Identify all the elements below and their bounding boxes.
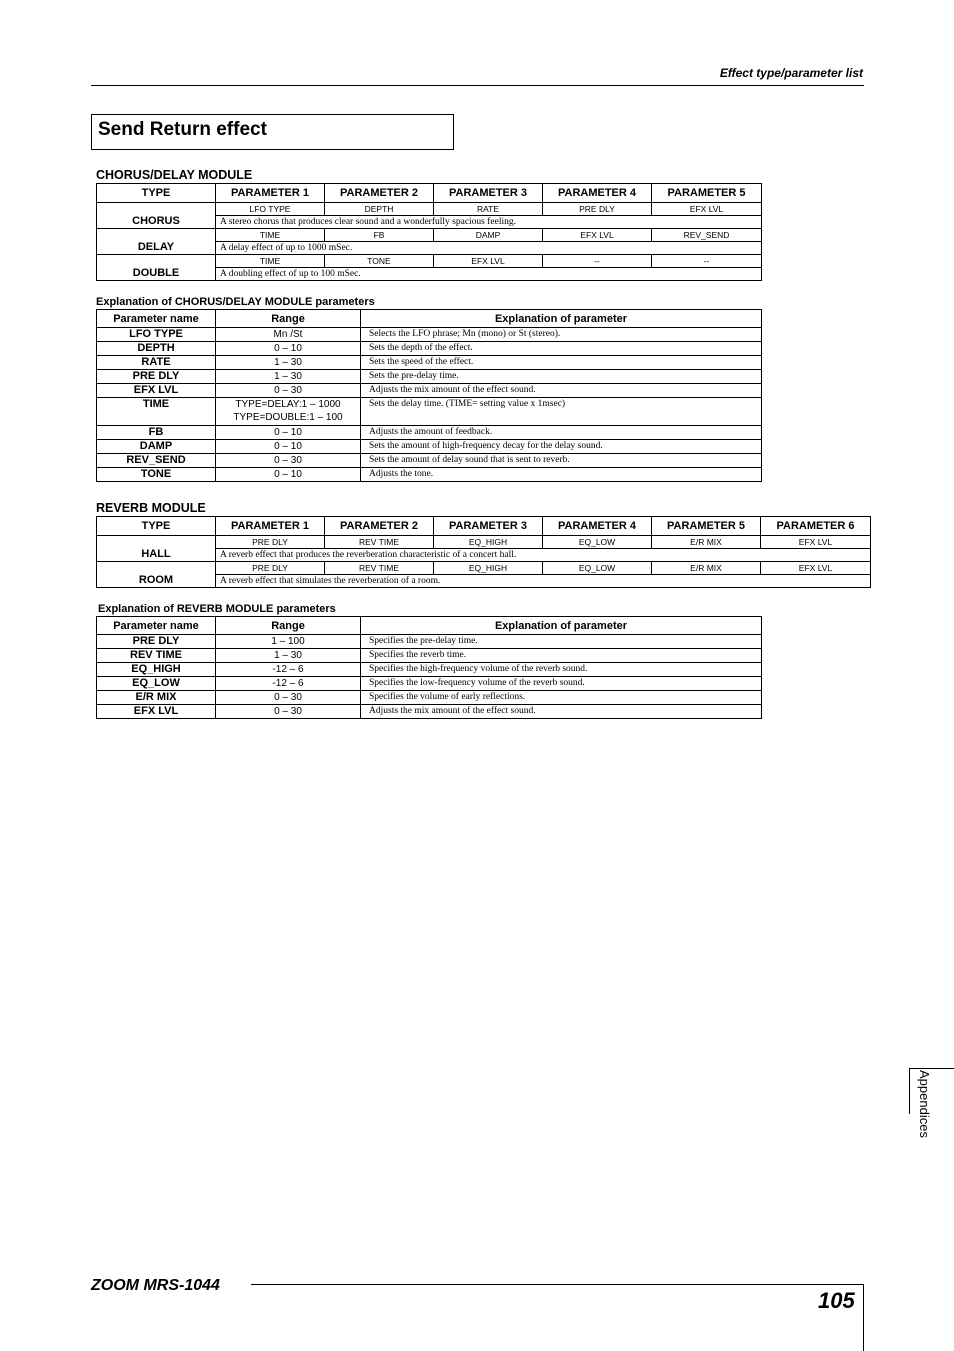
param-cell: PRE DLY (216, 562, 325, 575)
column-header: PARAMETER 1 (216, 184, 325, 203)
param-name: EQ_HIGH (97, 663, 216, 677)
column-header: Range (216, 617, 361, 635)
param-explanation: Selects the LFO phrase; Mn (mono) or St (stereo). (361, 328, 762, 342)
chorus-delay-expl-heading: Explanation of CHORUS/DELAY MODULE parameters (96, 296, 375, 308)
table-row (97, 203, 762, 216)
param-name: PRE DLY (97, 635, 216, 649)
param-cell: EFX LVL (434, 255, 543, 268)
range-line: TYPE=DOUBLE:1 – 100 (233, 412, 343, 423)
footer-brand: ZOOM MRS-1044 (91, 1277, 220, 1294)
table-row (97, 468, 762, 482)
param-range: 0 – 30 (216, 705, 361, 719)
column-header: PARAMETER 6 (761, 517, 871, 536)
table-header-row (97, 184, 762, 203)
reverb-table (96, 516, 871, 588)
param-explanation: Adjusts the tone. (361, 468, 762, 482)
param-explanation: Sets the amount of high-frequency decay for the delay sound. (361, 440, 762, 454)
chorus-delay-table (96, 183, 762, 281)
range-line: TYPE=DELAY:1 – 1000 (235, 399, 341, 410)
table-header-row (97, 517, 871, 536)
param-cell: EFX LVL (761, 536, 871, 549)
running-header: Effect type/parameter list (719, 66, 863, 80)
param-cell: REV_SEND (652, 229, 762, 242)
param-range: 1 – 30 (216, 370, 361, 384)
effect-description: A doubling effect of up to 100 mSec. (216, 268, 762, 281)
param-range: 0 – 30 (216, 691, 361, 705)
table-row (97, 370, 762, 384)
param-range: Mn /St (216, 328, 361, 342)
param-range: -12 – 6 (216, 663, 361, 677)
param-range: 0 – 10 (216, 468, 361, 482)
param-cell: EQ_LOW (543, 562, 652, 575)
param-cell: EQ_HIGH (434, 536, 543, 549)
table-header-row (97, 310, 762, 328)
param-cell: EQ_LOW (543, 536, 652, 549)
param-range: -12 – 6 (216, 677, 361, 691)
param-name: EFX LVL (97, 384, 216, 398)
table-row (97, 454, 762, 468)
param-range: 1 – 30 (216, 356, 361, 370)
effect-description: A stereo chorus that produces clear sound and a wonderfully spacious feeling. (216, 216, 762, 229)
param-cell: REV TIME (325, 562, 434, 575)
column-header: PARAMETER 5 (652, 517, 761, 536)
table-row (97, 663, 762, 677)
param-name: FB (97, 426, 216, 440)
param-explanation: Specifies the high-frequency volume of the reverb sound. (361, 663, 762, 677)
table-row (97, 691, 762, 705)
effect-description: A delay effect of up to 1000 mSec. (216, 242, 762, 255)
table-row (97, 649, 762, 663)
column-header: PARAMETER 1 (216, 517, 325, 536)
param-explanation: Adjusts the mix amount of the effect sound. (361, 705, 762, 719)
param-name: EFX LVL (97, 705, 216, 719)
effect-description: A reverb effect that simulates the reverberation of a room. (216, 575, 871, 588)
param-range: 0 – 10 (216, 426, 361, 440)
param-cell: EFX LVL (652, 203, 762, 216)
param-name: DEPTH (97, 342, 216, 356)
param-explanation: Specifies the volume of early reflections. (361, 691, 762, 705)
column-header: TYPE (97, 517, 216, 536)
effect-type: CHORUS (97, 203, 216, 229)
table-header-row (97, 617, 762, 635)
effect-description: A reverb effect that produces the reverberation characteristic of a concert hall. (216, 549, 871, 562)
chorus-delay-heading: CHORUS/DELAY MODULE (96, 168, 253, 182)
header-rule (91, 85, 864, 86)
table-row (97, 635, 762, 649)
column-header: PARAMETER 4 (543, 517, 652, 536)
param-cell: -- (652, 255, 762, 268)
effect-type: DOUBLE (97, 255, 216, 281)
effect-type: ROOM (97, 562, 216, 588)
param-explanation: Sets the depth of the effect. (361, 342, 762, 356)
param-cell: DAMP (434, 229, 543, 242)
column-header: Parameter name (97, 617, 216, 635)
param-range: 0 – 30 (216, 454, 361, 468)
table-row (97, 255, 762, 268)
param-explanation: Sets the speed of the effect. (361, 356, 762, 370)
param-name: REV TIME (97, 649, 216, 663)
param-name: DAMP (97, 440, 216, 454)
table-row (97, 384, 762, 398)
column-header: Explanation of parameter (361, 310, 762, 328)
param-range: 0 – 30 (216, 384, 361, 398)
table-row (97, 562, 871, 575)
param-explanation: Sets the delay time. (TIME= setting value x 1msec) (361, 398, 762, 426)
param-range: 1 – 30 (216, 649, 361, 663)
param-name: TONE (97, 468, 216, 482)
param-name: RATE (97, 356, 216, 370)
param-explanation: Specifies the reverb time. (361, 649, 762, 663)
column-header: PARAMETER 2 (325, 184, 434, 203)
reverb-expl-heading: Explanation of REVERB MODULE parameters (98, 603, 336, 615)
param-cell: TONE (325, 255, 434, 268)
reverb-heading: REVERB MODULE (96, 501, 206, 515)
param-cell: FB (325, 229, 434, 242)
table-row (97, 536, 871, 549)
param-range: 0 – 10 (216, 440, 361, 454)
param-cell: LFO TYPE (216, 203, 325, 216)
column-header: PARAMETER 5 (652, 184, 762, 203)
appendices-tab-label: Appendices (917, 1070, 932, 1138)
column-header: PARAMETER 3 (434, 517, 543, 536)
chorus-delay-expl-table (96, 309, 762, 482)
param-cell: REV TIME (325, 536, 434, 549)
param-cell: RATE (434, 203, 543, 216)
param-range: 0 – 10 (216, 342, 361, 356)
param-cell: EQ_HIGH (434, 562, 543, 575)
param-cell: EFX LVL (761, 562, 871, 575)
page-title: Send Return effect (98, 119, 267, 140)
column-header: Explanation of parameter (361, 617, 762, 635)
table-row (97, 229, 762, 242)
param-cell: PRE DLY (216, 536, 325, 549)
table-row (97, 398, 762, 426)
param-cell: EFX LVL (543, 229, 652, 242)
table-row (97, 426, 762, 440)
table-row (97, 677, 762, 691)
table-row (97, 440, 762, 454)
param-cell: E/R MIX (652, 562, 761, 575)
param-name: EQ_LOW (97, 677, 216, 691)
param-name: TIME (97, 398, 216, 426)
table-row (97, 356, 762, 370)
param-cell: TIME (216, 255, 325, 268)
param-cell: TIME (216, 229, 325, 242)
param-explanation: Specifies the low-frequency volume of the reverb sound. (361, 677, 762, 691)
section-title-box (91, 114, 454, 150)
column-header: Parameter name (97, 310, 216, 328)
effect-type: DELAY (97, 229, 216, 255)
param-range: 1 – 100 (216, 635, 361, 649)
param-name: REV_SEND (97, 454, 216, 468)
footer-vertical-rule (863, 1284, 864, 1351)
param-explanation: Adjusts the amount of feedback. (361, 426, 762, 440)
param-explanation: Sets the amount of delay sound that is sent to reverb. (361, 454, 762, 468)
table-row (97, 342, 762, 356)
param-cell: PRE DLY (543, 203, 652, 216)
param-range (216, 398, 361, 426)
column-header: PARAMETER 3 (434, 184, 543, 203)
reverb-expl-table (96, 616, 762, 719)
param-name: PRE DLY (97, 370, 216, 384)
column-header: PARAMETER 2 (325, 517, 434, 536)
column-header: TYPE (97, 184, 216, 203)
footer-rule (251, 1284, 864, 1285)
column-header: PARAMETER 4 (543, 184, 652, 203)
column-header: Range (216, 310, 361, 328)
param-cell: -- (543, 255, 652, 268)
page-number: 105 (818, 1288, 855, 1313)
param-cell: DEPTH (325, 203, 434, 216)
effect-type: HALL (97, 536, 216, 562)
param-explanation: Adjusts the mix amount of the effect sound. (361, 384, 762, 398)
param-name: LFO TYPE (97, 328, 216, 342)
table-row (97, 328, 762, 342)
param-cell: E/R MIX (652, 536, 761, 549)
param-explanation: Sets the pre-delay time. (361, 370, 762, 384)
param-name: E/R MIX (97, 691, 216, 705)
table-row (97, 705, 762, 719)
param-explanation: Specifies the pre-delay time. (361, 635, 762, 649)
